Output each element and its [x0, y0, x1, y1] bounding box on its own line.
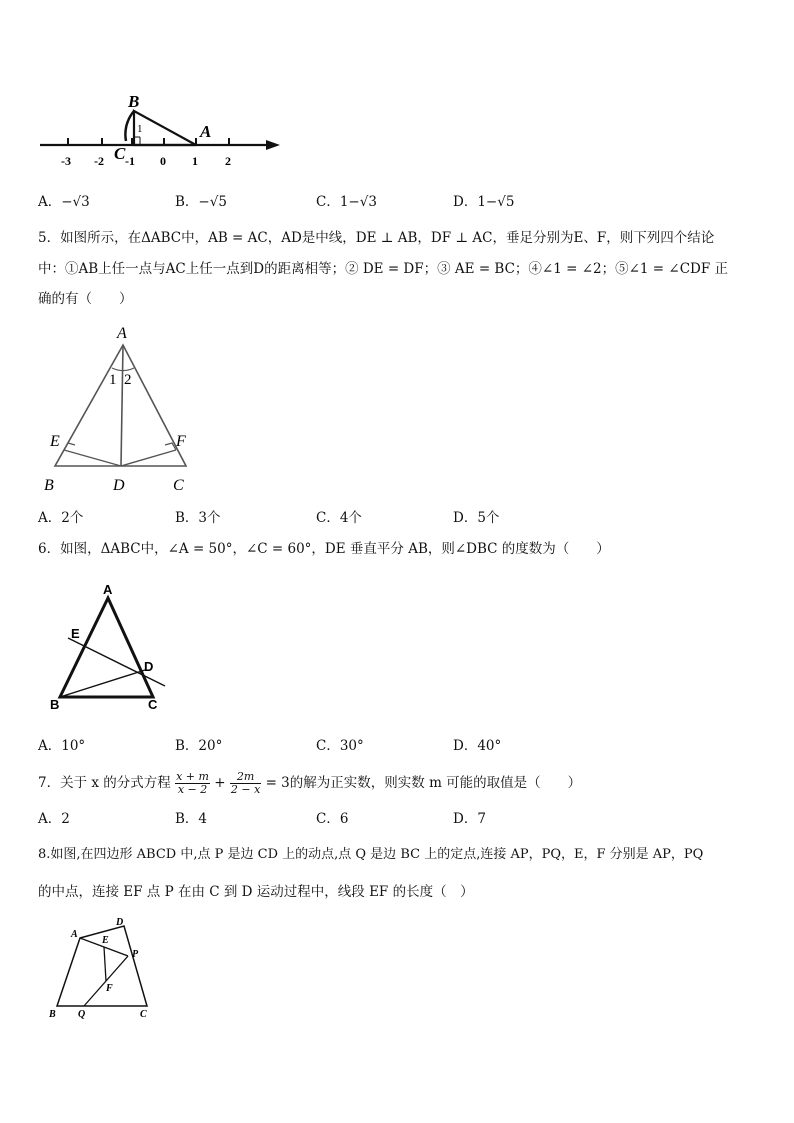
q5-label-a: A — [117, 325, 127, 342]
q6-triangle-figure — [40, 578, 180, 718]
q4-tick-label: -3 — [61, 154, 71, 168]
q7-fraction-1 — [175, 771, 210, 796]
q5-option-c: C．4个 — [316, 510, 362, 526]
q8-quadrilateral-figure — [40, 910, 170, 1025]
q7-option-c: C．6 — [316, 811, 349, 827]
q7-plus: + — [214, 775, 226, 791]
q7-option-b: B．4 — [175, 811, 208, 827]
q5-label-two: 2 — [124, 372, 132, 388]
q7-option-a: A．2 — [38, 811, 70, 827]
q4-option-d: D．1−√5 — [453, 194, 515, 210]
q7-fraction-2 — [230, 771, 261, 796]
q7-equals: = 3 — [265, 775, 290, 791]
q4-option-b: B．−√5 — [175, 194, 227, 210]
q6-option-b: B．20° — [175, 738, 223, 754]
q5-label-one: 1 — [109, 372, 117, 388]
q8-label-q: Q — [78, 1009, 86, 1020]
q5-label-f: F — [176, 433, 186, 450]
q6-option-a: A．10° — [38, 738, 86, 754]
q5-option-a: A．2个 — [38, 510, 84, 526]
q4-option-a: A．−√3 — [38, 194, 90, 210]
q8-label-e: E — [102, 935, 109, 946]
q5-label-c: C — [173, 477, 184, 494]
q7-frac1-numerator: x + m — [176, 770, 209, 783]
q4-tick-label: 2 — [225, 154, 231, 168]
q4-label-one: 1 — [137, 123, 143, 135]
q5-question-line1: 5．如图所示，在ΔABC中，AB = AC，AD是中线，DE ⊥ AB，DF ⊥ AC，垂足分别为E、F，则下列四个结论 — [38, 230, 715, 246]
q8-label-b: B — [49, 1009, 56, 1020]
q5-option-b: B．3个 — [175, 510, 221, 526]
q5-label-d: D — [113, 477, 125, 494]
q8-label-p: P — [132, 949, 139, 960]
q6-label-d: D — [144, 659, 154, 674]
q5-question-line3: 确的有（ ） — [38, 291, 133, 307]
q4-tick-label: -1 — [125, 154, 135, 168]
q4-number-line-figure — [30, 85, 290, 175]
q8-label-f: F — [106, 983, 113, 994]
q6-option-c: C．30° — [316, 738, 364, 754]
q4-label-b: B — [128, 92, 140, 111]
q4-tick-label: -2 — [94, 154, 104, 168]
q4-tick-label: 0 — [160, 154, 166, 168]
q6-label-a: A — [103, 582, 113, 597]
q6-label-b: B — [50, 697, 60, 712]
q5-triangle-figure — [40, 318, 210, 498]
q4-label-c: C — [114, 144, 126, 163]
q7-frac2-denominator: 2 − x — [230, 783, 261, 796]
q5-label-e: E — [50, 433, 60, 450]
q8-label-d: D — [116, 917, 124, 928]
q4-label-a: A — [200, 122, 212, 141]
q7-suffix: 的解为正实数，则实数 m 可能的取值是（ ） — [289, 775, 582, 791]
q4-option-c: C．1−√3 — [316, 194, 377, 210]
q7-question — [38, 768, 581, 798]
q6-label-c: C — [148, 697, 158, 712]
q8-question-line2: 的中点，连接 EF 点 P 在由 C 到 D 运动过程中，线段 EF 的长度（ ） — [38, 884, 474, 900]
q6-label-e: E — [71, 626, 80, 641]
q6-option-d: D．40° — [453, 738, 502, 754]
q7-prefix: 7．关于 x 的分式方程 — [38, 775, 171, 791]
q4-tick-label: 1 — [192, 154, 198, 168]
q8-question-line1: 8.如图,在四边形 ABCD 中,点 P 是边 CD 上的动点,点 Q 是边 BC 上的定点,连接 AP，PQ，E，F 分别是 AP，PQ — [38, 847, 704, 862]
q5-label-b: B — [44, 477, 54, 494]
q6-question-line1: 6．如图，ΔABC中，∠A = 50°，∠C = 60°，DE 垂直平分 AB，则∠DBC 的度数为（ ） — [38, 541, 610, 557]
q5-question-line2: 中：①AB上任一点与AC上任一点到D的距离相等；② DE = DF；③ AE = BC；④∠1 = ∠2；⑤∠1 = ∠CDF 正 — [38, 261, 729, 277]
q7-frac2-numerator: 2m — [230, 771, 261, 784]
q7-option-d: D．7 — [453, 811, 486, 827]
q5-option-d: D．5个 — [453, 510, 500, 526]
q8-label-a: A — [71, 929, 78, 940]
q7-frac1-denominator: x − 2 — [177, 783, 208, 796]
q8-label-c: C — [140, 1009, 147, 1020]
